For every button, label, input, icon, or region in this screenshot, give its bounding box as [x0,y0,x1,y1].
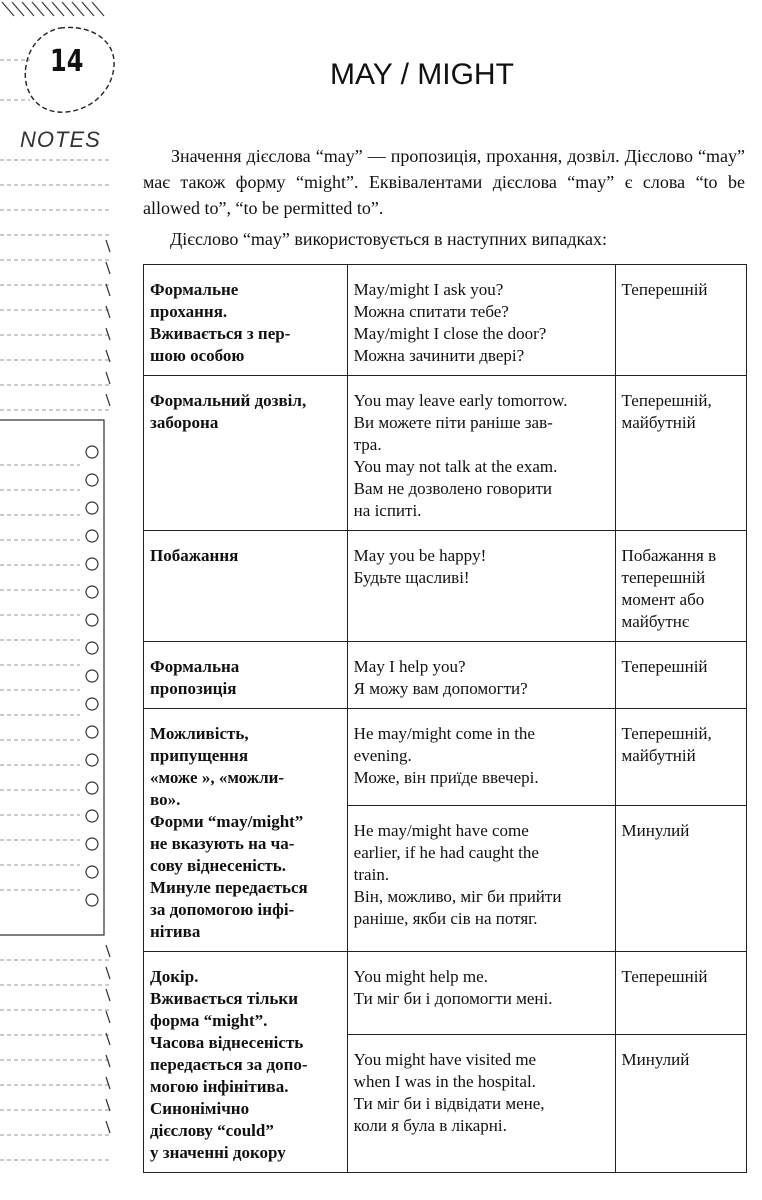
category-line: у значенні докору [150,1143,286,1162]
tense-cell [615,806,746,952]
category-cell [144,376,348,531]
example-line: evening. [353,746,412,765]
tense-line: Минулий [621,1050,690,1070]
example-line: Ти міг би і відвідати мене, [353,1094,545,1114]
example-line: May you be happy! [353,546,487,565]
table-row [144,642,747,709]
category-line: пропозиція [150,679,237,698]
example-cell [347,376,615,531]
example-cell [347,1035,615,1173]
category-line: дієслову “could” [150,1121,274,1140]
notes-margin [0,0,120,1200]
category-line: Вживається з пер- [150,324,291,343]
tense-line: Минулий [621,821,690,841]
category-line: Докір. [150,967,199,986]
usage-sentence: Дієслово “may” використовується в наступних випадках: [170,229,608,249]
tense-line: Теперешній, [621,391,712,410]
example-line: when I was in the hospital. [353,1072,536,1092]
category-line: Синонімічно [150,1099,250,1118]
example-line: раніше, якби сів на потяг. [353,909,538,929]
example-line: He may/might come in the [353,724,535,743]
category-line: Можливість, [150,724,249,743]
tense-line: майбутній [621,746,696,765]
example-line: May I help you? [353,657,466,676]
example-cell [347,806,615,952]
notes-label: NOTES [20,127,101,152]
category-line: Формальне [150,280,239,299]
notes-lines-decoration [0,0,118,1200]
tense-line: майбутній [621,413,696,432]
example-cell [347,265,615,376]
table-row [144,376,747,531]
example-line: You may leave early tomorrow. [353,391,568,410]
tense-cell [615,709,746,806]
tense-line: момент або [621,590,705,609]
example-cell [347,952,615,1035]
example-line: You might help me. [353,967,488,986]
category-line: могою інфінітива. [150,1077,289,1096]
category-line: Побажання [150,546,239,565]
category-line: форма “might”. [150,1011,268,1030]
tense-line: Теперешній [621,657,708,676]
category-line: Формальний дозвіл, [150,391,307,410]
category-line: «може », «можли- [150,768,285,787]
example-line: на іспиті. [353,501,422,520]
category-line: передається за допо- [150,1055,308,1074]
category-line: припущення [150,746,249,765]
table-row [144,265,747,376]
category-line: Вживається тільки [150,989,299,1008]
example-cell [347,709,615,806]
intro-paragraph: Значення дієслова “may” — пропозиція, прохання, дозвіл. Дієслово “may” має також форму “might”. Еквівалентами дієслова “may” є слова “to be allowed to”, “to be permitted to”. [143,146,745,218]
category-line: Минуле передається [150,878,308,897]
category-cell [144,709,348,952]
category-cell [144,265,348,376]
tense-cell [615,642,746,709]
category-line: Часова віднесеність [150,1033,304,1052]
example-line: Можна зачинити двері? [353,346,525,365]
tense-line: Побажання в [621,546,717,565]
category-line: шою особою [150,346,245,365]
table-row [144,709,747,806]
tense-line: майбутнє [621,612,690,631]
table-row [144,952,747,1035]
example-line: Вам не дозволено говорити [353,479,552,498]
example-line: Ти міг би і допомогти мені. [353,989,553,1008]
example-line: Ви можете піти раніше зав- [353,413,553,432]
tense-cell [615,531,746,642]
category-line: заборона [150,413,219,432]
category-line: Формальна [150,657,240,676]
may-might-table [143,264,747,1173]
example-line: Я можу вам допомогти? [353,679,528,698]
example-line: earlier, if he had caught the [353,843,539,863]
example-line: You might have visited me [353,1050,537,1070]
page-number: 14 [50,44,84,79]
example-line: May/might I ask you? [353,280,504,299]
table-row [144,531,747,642]
tense-line: Теперешній [621,967,708,986]
example-line: Будьте щасливі! [353,568,470,587]
example-line: train. [353,865,390,885]
tense-line: теперешній [621,568,706,587]
category-line: нітива [150,922,201,941]
category-line: за допомогою інфі- [150,900,295,919]
example-cell [347,642,615,709]
tense-cell [615,376,746,531]
category-line: не вказують на ча- [150,834,295,853]
tense-line: Теперешній [621,280,708,299]
category-cell [144,952,348,1173]
example-line: Може, він приїде ввечері. [353,768,539,787]
example-cell [347,531,615,642]
example-line: Можна спитати тебе? [353,302,509,321]
category-cell [144,642,348,709]
category-line: сову віднесеність. [150,856,286,875]
example-line: коли я була в лікарні. [353,1116,507,1136]
tense-cell [615,952,746,1035]
category-line: во». [150,790,181,809]
category-line: прохання. [150,302,228,321]
example-line: He may/might have come [353,821,529,841]
page-title: MAY / MIGHT [330,58,514,91]
example-line: May/might I close the door? [353,324,547,343]
example-line: You may not talk at the exam. [353,457,558,476]
tense-line: Теперешній, [621,724,712,743]
tense-cell [615,1035,746,1173]
tense-cell [615,265,746,376]
example-line: Він, можливо, міг би прийти [353,887,562,907]
category-line: Форми “may/might” [150,812,304,831]
category-cell [144,531,348,642]
example-line: тра. [353,435,382,454]
